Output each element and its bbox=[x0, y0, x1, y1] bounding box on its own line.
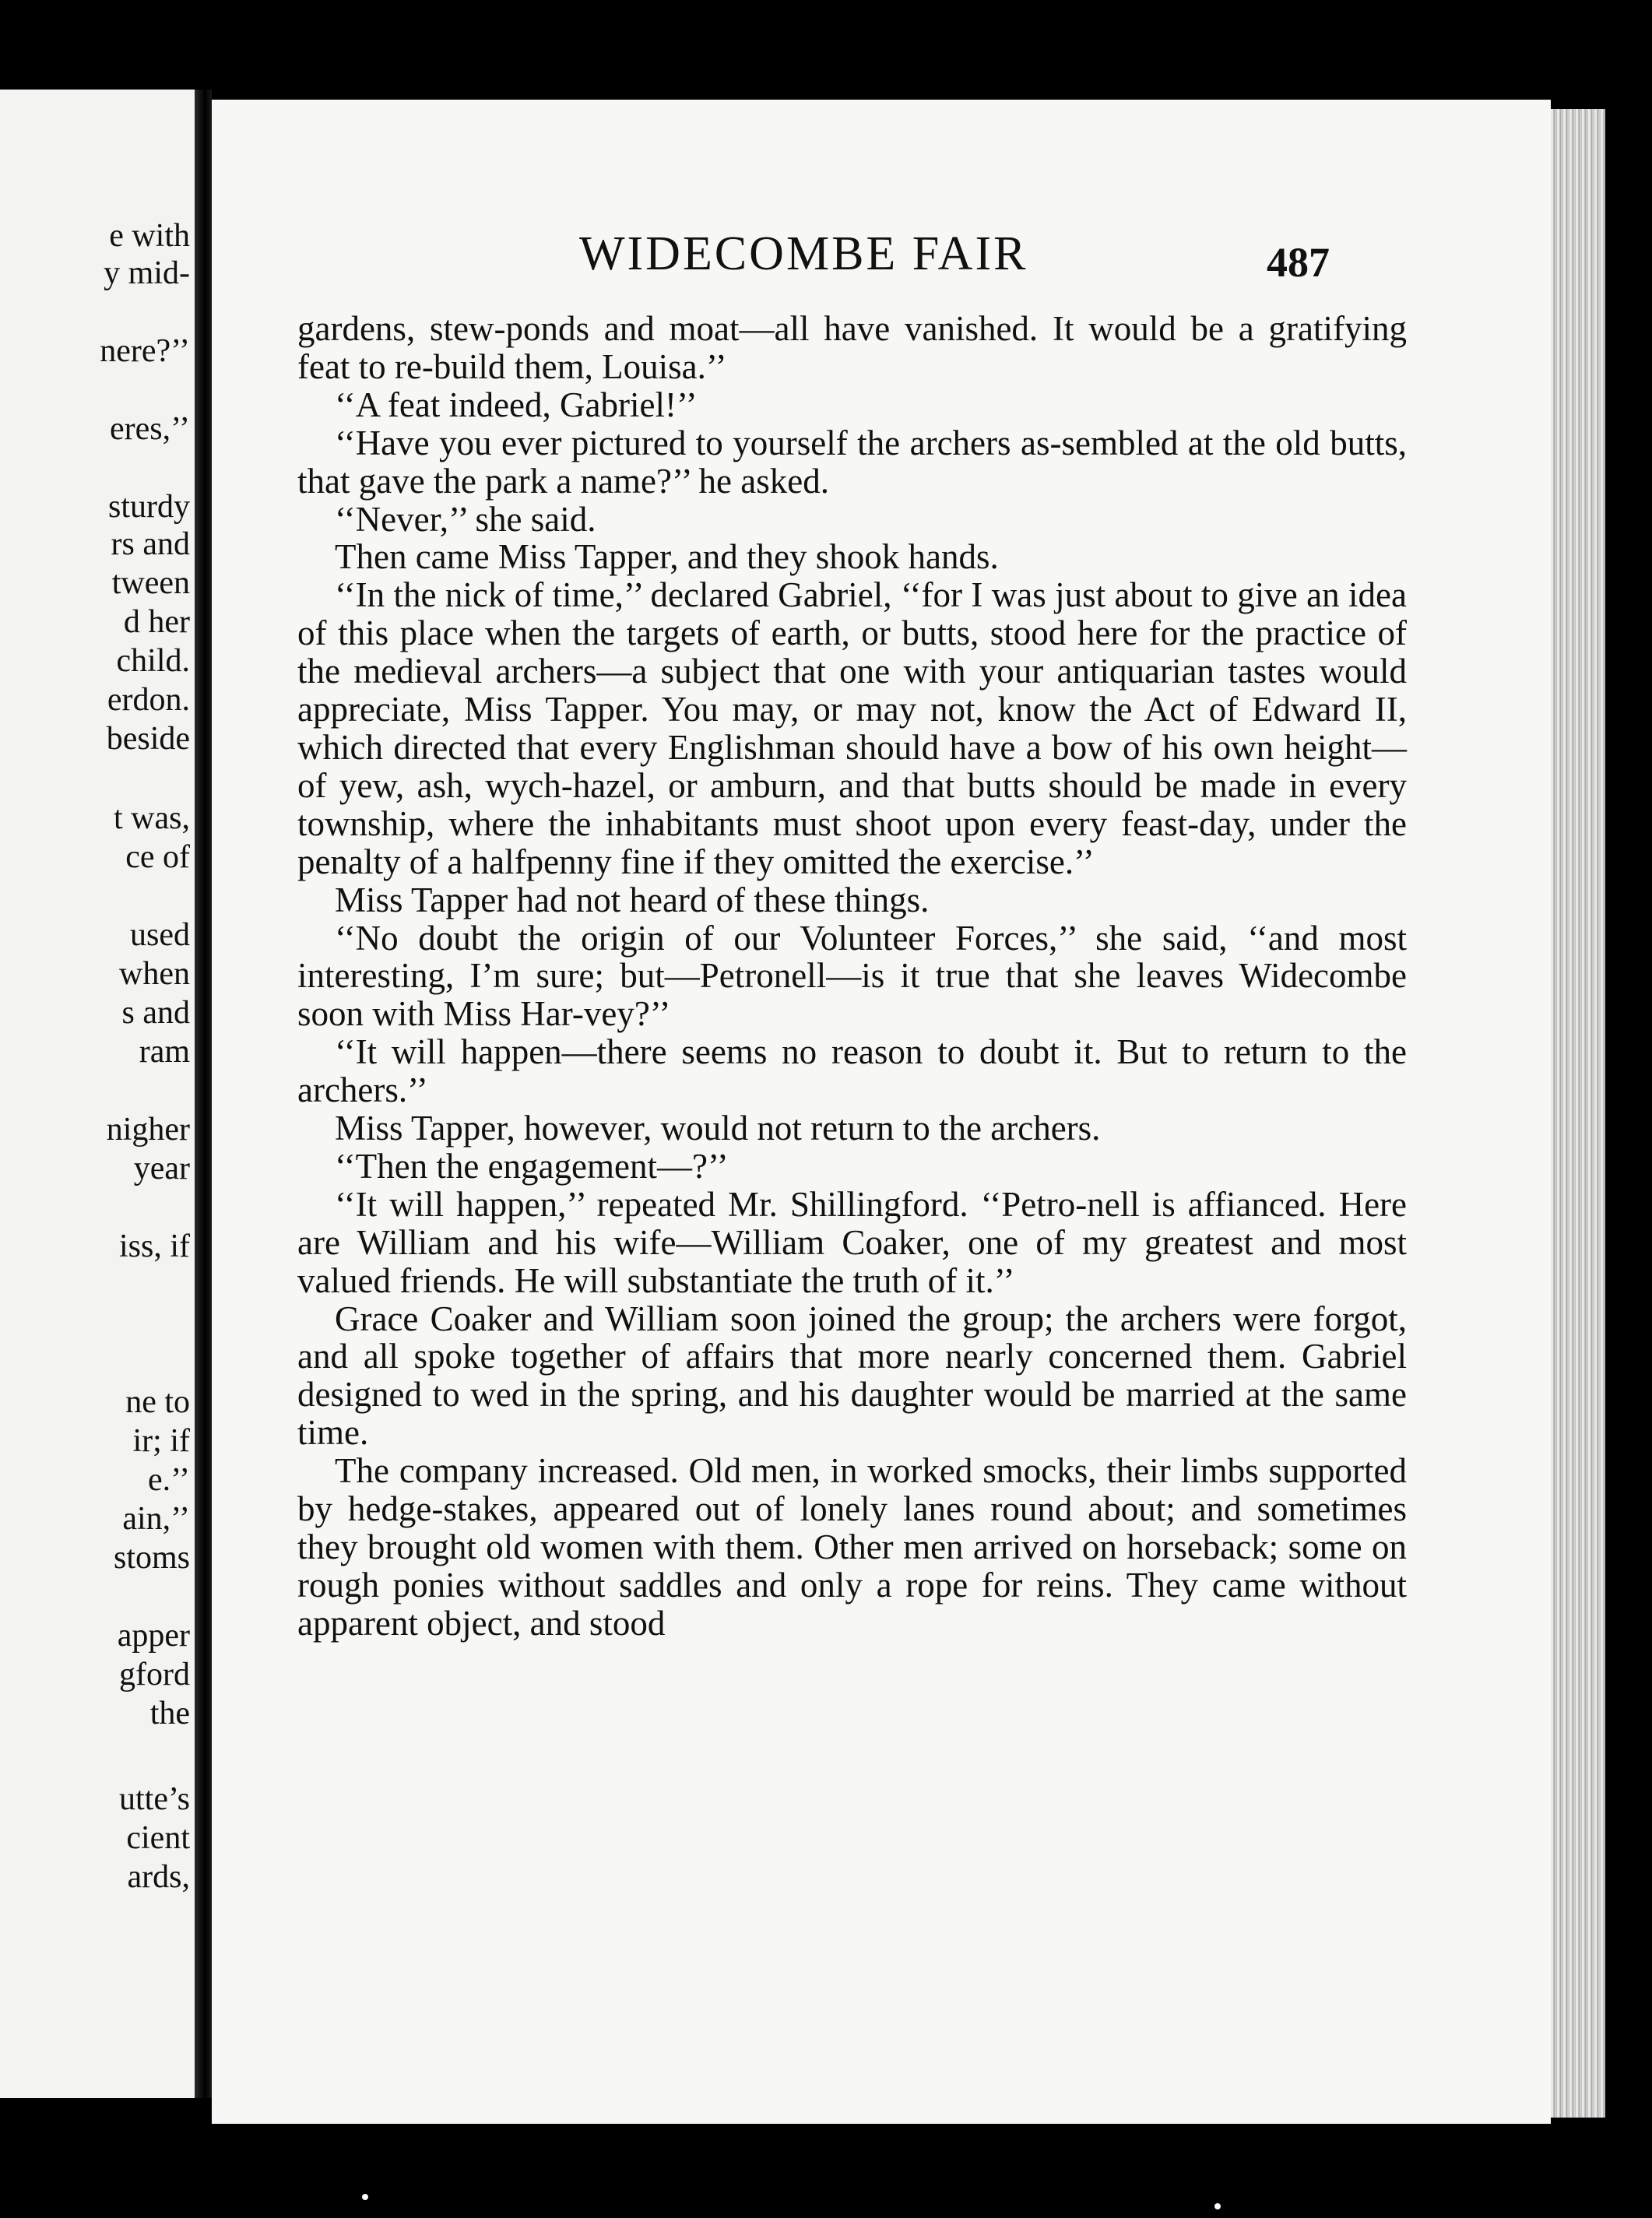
facing-page-line-fragment: ards, bbox=[127, 1859, 190, 1895]
paragraph: Grace Coaker and William soon joined the group; the archers were forgot, and all spoke together of affairs that more nearly concerned them. Gabriel designed to wed in the spring, and his daughter would be married at the same time. bbox=[297, 1299, 1407, 1453]
facing-page-line-fragment: t was, bbox=[114, 800, 190, 836]
page-body-text bbox=[297, 310, 1407, 1643]
paragraph: ‘‘Then the engagement—?’’ bbox=[335, 1146, 729, 1186]
facing-page-line-fragment: e.’’ bbox=[148, 1462, 190, 1498]
facing-page-line-fragment: rs and bbox=[111, 526, 190, 562]
facing-page-line-fragment: utte’s bbox=[119, 1781, 190, 1817]
facing-page-line-fragment: beside bbox=[106, 721, 190, 757]
facing-page-line-fragment: child. bbox=[116, 643, 190, 679]
paragraph: ‘‘It will happen,’’ repeated Mr. Shillingford. ‘‘Petro-nell is affianced. Here are William and his wife—William Coaker, one of my greatest and most valued friends. He will substantiate the truth of it.’’ bbox=[297, 1184, 1407, 1300]
facing-page-line-fragment: year bbox=[133, 1151, 190, 1186]
facing-page-line-fragment: erdon. bbox=[107, 682, 190, 718]
paragraph: ‘‘A feat indeed, Gabriel!’’ bbox=[335, 385, 698, 424]
paragraph: ‘‘In the nick of time,’’ declared Gabriel, ‘‘for I was just about to give an idea of this place when the targets of earth, or butts, stood here for the practice of the medieval archers—a subject that one with your antiquarian tastes would appreciate, Miss Tapper. You may, or may not, know the Act of Edward II, which directed that every Englishman should have a bow of his own height—of yew, ash, wych-hazel, or amburn, and that butts should be made in every township, where the inhabitants must shoot upon every feast-day, under the penalty of a halfpenny fine if they omitted the exercise.’’ bbox=[297, 575, 1407, 881]
facing-page-line-fragment: gford bbox=[119, 1657, 190, 1692]
facing-page-line-fragment: ir; if bbox=[132, 1423, 190, 1459]
facing-page-line-fragment: cient bbox=[126, 1820, 190, 1856]
facing-page-line-fragment: apper bbox=[117, 1618, 190, 1654]
paragraph: ‘‘Have you ever pictured to yourself the archers as-sembled at the old butts, that gave the park a name?’’ he asked. bbox=[297, 423, 1407, 501]
facing-page-line-fragment: ain,’’ bbox=[122, 1501, 190, 1537]
facing-page-line-fragment: tween bbox=[111, 565, 190, 601]
book-page bbox=[212, 100, 1551, 2124]
paragraph: The company increased. Old men, in worked smocks, their limbs supported by hedge-stakes, appeared out of lonely lanes round about; and sometimes they brought old women with them. Other men arrived on horseback; some on rough ponies without saddles and only a rope for reins. They came without apparent object, and stood bbox=[297, 1451, 1407, 1643]
facing-page-line-fragment: e with bbox=[109, 218, 190, 254]
book-gutter bbox=[195, 90, 212, 2098]
dust-speck bbox=[362, 2194, 368, 2200]
facing-page-fragment bbox=[0, 90, 195, 2098]
facing-page-line-fragment: when bbox=[119, 956, 190, 992]
paragraph: ‘‘No doubt the origin of our Volunteer Forces,’’ she said, ‘‘and most interesting, I’m sure; but—Petronell—is it true that she leaves Widecombe soon with Miss Har-vey?’’ bbox=[297, 918, 1407, 1034]
paragraph: Miss Tapper had not heard of these things. bbox=[335, 880, 930, 919]
facing-page-line-fragment: s and bbox=[121, 995, 190, 1031]
facing-page-line-fragment: iss, if bbox=[118, 1229, 190, 1264]
facing-page-line-fragment: d her bbox=[123, 604, 190, 640]
page-stack-edges bbox=[1551, 109, 1605, 2118]
facing-page-line-fragment: eres,’’ bbox=[110, 411, 190, 447]
facing-page-line-fragment: sturdy bbox=[108, 489, 190, 525]
paragraph: Then came Miss Tapper, and they shook hands. bbox=[335, 537, 999, 577]
facing-page-line-fragment: stoms bbox=[113, 1540, 190, 1576]
facing-page-line-fragment: used bbox=[130, 917, 190, 953]
facing-page-line-fragment: nigher bbox=[106, 1112, 190, 1148]
paragraph: Miss Tapper, however, would not return to the archers. bbox=[335, 1109, 1101, 1148]
page-number: 487 bbox=[1267, 239, 1330, 286]
paragraph: ‘‘Never,’’ she said. bbox=[335, 499, 596, 539]
facing-page-line-fragment: ram bbox=[139, 1034, 190, 1070]
paragraph: gardens, stew-ponds and moat—all have vanished. It would be a gratifying feat to re-build them, Louisa.’’ bbox=[297, 309, 1407, 386]
facing-page-line-fragment: ce of bbox=[125, 839, 190, 875]
facing-page-line-fragment: nere?’’ bbox=[100, 333, 190, 369]
facing-page-line-fragment: ne to bbox=[125, 1384, 190, 1420]
facing-page-line-fragment: y mid- bbox=[104, 255, 190, 291]
facing-page-line-fragment: the bbox=[149, 1696, 190, 1731]
running-header: WIDECOMBE FAIR bbox=[579, 227, 1028, 280]
paragraph: ‘‘It will happen—there seems no reason to doubt it. But to return to the archers.’’ bbox=[297, 1032, 1407, 1110]
dust-speck bbox=[1214, 2203, 1221, 2209]
